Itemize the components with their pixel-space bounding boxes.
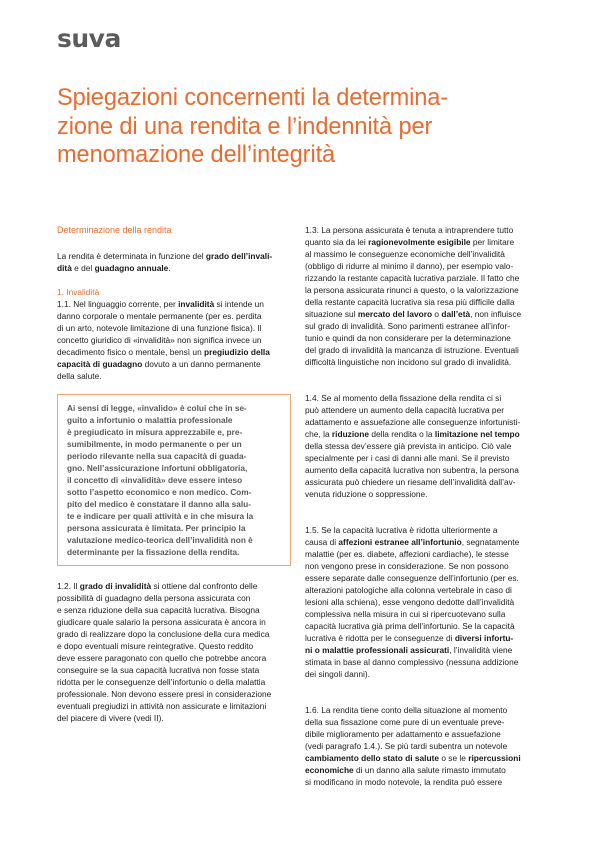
text: della rendita o la <box>369 429 435 439</box>
section-heading: Determinazione della rendita <box>57 225 172 235</box>
text: lesioni alla schiena), esse vengono dedotte dall’invalidità <box>305 597 515 607</box>
paragraph-1-6 <box>305 704 543 788</box>
bold-text: diversi infortu- <box>454 633 514 643</box>
text: la persona assicurata rinunci a questo, o la valorizzazione <box>305 285 519 295</box>
text: danno corporale o mentale permanente (per es. perdita <box>57 311 262 321</box>
text: 1.2. Il <box>57 581 80 591</box>
paragraph-1-3 <box>305 224 543 368</box>
text: La rendita è determinata in funzione del <box>57 251 206 261</box>
box-line: periodo rilevante nella sua capacità di guada- <box>67 451 247 461</box>
box-line: guito a infortunio o malattia professionale <box>67 415 233 425</box>
text: dibile miglioramento per adattamento e assuefazione <box>305 729 501 739</box>
box-line: pito del medico è constatare il danno alla salu- <box>67 499 251 509</box>
bold-text: mercato del lavoro <box>357 309 433 319</box>
text: venuta riduzione o soppressione. <box>305 489 428 499</box>
text: (vedi paragrafo 1.4.). Se più tardi subentra un notevole <box>305 741 508 751</box>
paragraph-1-1 <box>57 298 291 382</box>
text: possibilità di guadagno della persona assicurata con <box>57 593 251 603</box>
text: grado di realizzare dopo la conclusione della cura medica <box>57 629 270 639</box>
box-line: sumibilmente, in modo permanente o per un <box>67 439 242 449</box>
box-line: il concetto di «invalidità» deve essere inteso <box>67 475 243 485</box>
bold-text: capacità di guadagno <box>57 359 143 369</box>
text: e senza riduzione della sua capacità lucrativa. Bisogna <box>57 605 260 615</box>
box-line: gno. Nell’assicurazione infortuni obbligatoria, <box>67 463 248 473</box>
text: 1.6. La rendita tiene conto della situazione al momento <box>305 705 508 715</box>
text: si modificano in modo notevole, la rendita può essere <box>305 777 503 787</box>
text: (obbligo di ridurre al minimo il danno), per esempio valo- <box>305 261 514 271</box>
text: eventuali pregiudizi in attività non assicurate e limitazioni <box>57 701 267 711</box>
intro-paragraph <box>57 250 291 274</box>
text: . <box>168 263 171 273</box>
text: causa di <box>305 537 339 547</box>
text: giudicare quale salario la persona assicurata è ancora in <box>57 617 266 627</box>
text: professionale. Non devono essere presi in considerazione <box>57 689 272 699</box>
text: di un arto, notevole limitazione di una funzione fisica). Il <box>57 323 262 333</box>
text: al massimo le conseguenze economiche dell’invalidità <box>305 249 505 259</box>
text: essere separate dalle conseguenze dell’infortunio (per es. <box>305 573 519 583</box>
text: rizzando la restante capacità lucrativa parziale. Il fatto che <box>305 273 520 283</box>
text: 1.1. Nel linguaggio corrente, per <box>57 299 179 309</box>
text: del grado di invalidità la mancanza di istruzione. Eventuali <box>305 345 519 355</box>
bold-text: grado di invalidità <box>79 581 152 591</box>
bold-text: invalidità <box>178 299 215 309</box>
text: della sua fissazione come pure di un eventuale preve- <box>305 717 505 727</box>
title-line: menomazione dell’integrità <box>57 142 336 168</box>
text: del piacere di vivere (vedi II). <box>57 713 164 723</box>
title-line: Spiegazioni concernenti la determina- <box>57 85 449 111</box>
text: alterazioni patologiche alla colonna vertebrale in caso di <box>305 585 512 595</box>
box-line: determinante per la fissazione della rendita. <box>67 547 240 557</box>
text: concetto giuridico di «invalidità» non significa invece un <box>57 335 262 345</box>
bold-text: economiche <box>305 765 354 775</box>
text: conseguire se la sua capacità lucrativa non fosse stata <box>57 665 260 675</box>
text: capacità lucrativa già prima dell’infortunio. Se la capacità <box>305 621 515 631</box>
text: tunio e quindi da non considerare per la determinazione <box>305 333 511 343</box>
text: e del <box>71 263 95 273</box>
right-column <box>305 224 543 788</box>
paragraph-1-5 <box>305 524 543 680</box>
text: 1.5. Se la capacità lucrativa è ridotta ulteriormente a <box>305 525 498 535</box>
bold-text: pregiudizio della <box>204 347 270 357</box>
page-title <box>57 84 557 170</box>
text: situazione sul <box>305 309 358 319</box>
text: lucrativa è ridotta per le conseguenze di <box>305 633 455 643</box>
text: può attendere un aumento della capacità lucrativa per <box>305 405 504 415</box>
paragraph-1-4 <box>305 392 543 500</box>
text: assicurata può chiedere un riesame dell’invalidità dall’av- <box>305 477 516 487</box>
text: dei singoli danni). <box>305 669 370 679</box>
box-line: Ai sensi di legge, «invalido» è colui che in se- <box>67 403 247 413</box>
definition-box <box>57 394 291 566</box>
text: della salute. <box>57 371 102 381</box>
text: specialmente per i casi di danni alle mani. Se il previsto <box>305 453 510 463</box>
text: , non influisce <box>470 309 522 319</box>
bold-text: limitazione nel tempo <box>434 429 520 439</box>
text: adattamento e assuefazione alle conseguenze infortunisti- <box>305 417 521 427</box>
bold-text: guadagno annuale <box>94 263 169 273</box>
bold-text: grado dell’invali- <box>205 251 273 261</box>
bold-text: dall’età <box>441 309 471 319</box>
text: aumento della capacità lucrativa non subentra, la persona <box>305 465 519 475</box>
text: quanto sia da lei <box>305 237 369 247</box>
left-column <box>57 224 291 724</box>
text: difficoltà linguistiche non incidono sul grado di invalidità. <box>305 357 512 367</box>
box-line: persona assicurata è limitata. Per principio la <box>67 523 246 533</box>
bold-text: cambiamento dello stato di salute <box>305 753 439 763</box>
text: 1.3. La persona assicurata è tenuta a intraprendere tutto <box>305 225 514 235</box>
text: , l’invalidità viene <box>449 645 513 655</box>
text: deve essere paragonato con quello che potrebbe ancora <box>57 653 267 663</box>
box-line: sotto l’aspetto economico e non medico. Com- <box>67 487 252 497</box>
bold-text: dità <box>57 263 72 273</box>
subheading-invalidita: 1. Invalidità <box>57 287 100 297</box>
bold-text: riduzione <box>331 429 369 439</box>
text: malattie (per es. diabete, affezioni cardiache), le stesse <box>305 549 509 559</box>
text: , segnatamente <box>461 537 520 547</box>
suva-logo: suva <box>57 24 121 53</box>
text: di un danno alla salute rimasto immutato <box>353 765 506 775</box>
text: che, la <box>305 429 332 439</box>
text: non vengono prese in considerazione. Se non possono <box>305 561 509 571</box>
box-line: valutazione medico-teorica dell’invalidità non è <box>67 535 253 545</box>
text: decadimento fisico o mentale, bensì un <box>57 347 205 357</box>
text: o <box>432 309 442 319</box>
bold-text: ni o malattie professionali assicurati <box>305 645 450 655</box>
text: si ottiene dal confronto delle <box>151 581 258 591</box>
text: complessiva nella misura in cui si ripercuotevano sulla <box>305 609 506 619</box>
text: si intende un <box>214 299 264 309</box>
text: e dopo eventuali misure reintegrative. Questo reddito <box>57 641 254 651</box>
text: della stessa dev’essere già prevista in anticipo. Ciò vale <box>305 441 512 451</box>
text: 1.4. Se al momento della fissazione della rendita ci si <box>305 393 502 403</box>
box-line: te e indicare per quali attività e in che misura la <box>67 511 254 521</box>
text: ridotta per le conseguenze dell’infortunio o della malattia <box>57 677 266 687</box>
text: dovuto a un danno permanente <box>142 359 261 369</box>
text: stimata in base al danno complessivo (nessuna addizione <box>305 657 519 667</box>
bold-text: ripercussioni <box>468 753 521 763</box>
text: della restante capacità lucrativa sia resa più difficile dalla <box>305 297 515 307</box>
text: per limitare <box>470 237 515 247</box>
box-line: è pregiudicato in misura apprezzabile e, pre- <box>67 427 243 437</box>
paragraph-1-2 <box>57 580 291 724</box>
title-line: zione di una rendita e l’indennità per <box>57 113 433 140</box>
text: o se le <box>439 753 469 763</box>
text: sul grado di invalidità. Sono parimenti estranee all’infor- <box>305 321 510 331</box>
bold-text: ragionevolmente esigibile <box>368 237 471 247</box>
bold-text: affezioni estranee all’infortunio <box>338 537 462 547</box>
